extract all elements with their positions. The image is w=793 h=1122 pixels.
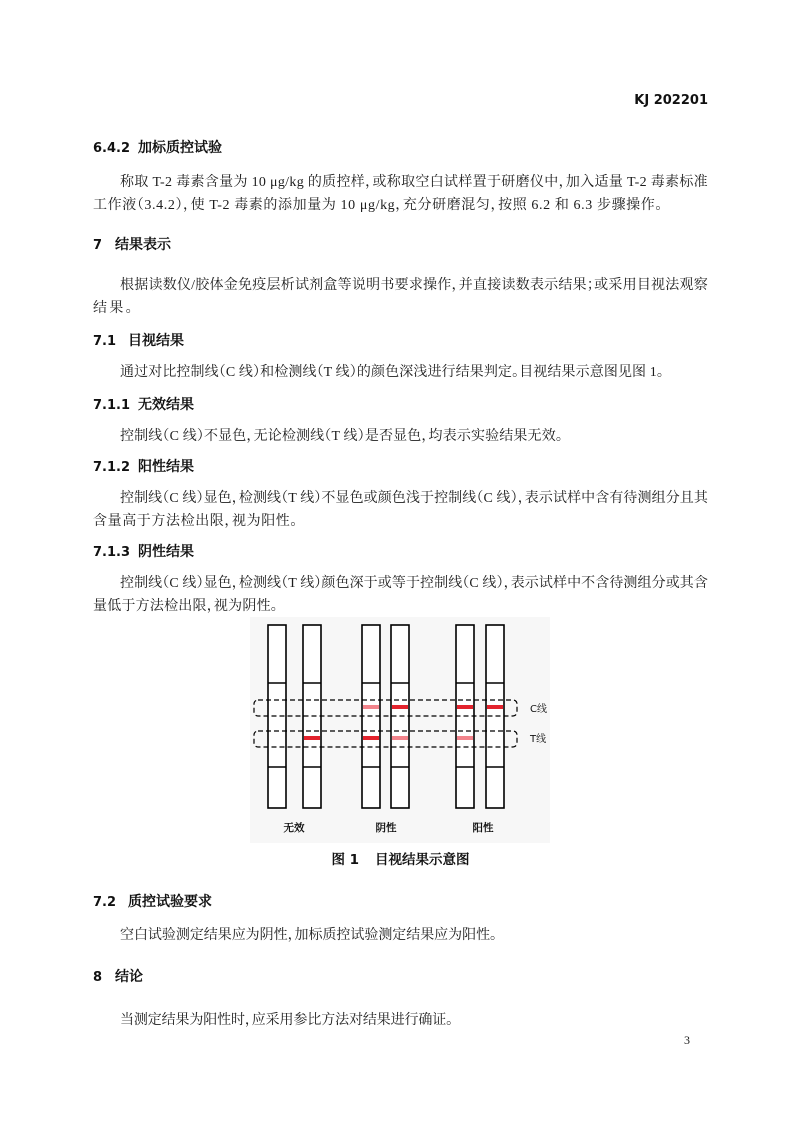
section-heading-7 [93,234,413,257]
paragraph-line: 工作液（3.4.2），使 T-2 毒素的添加量为 10 μg/kg，充分研磨混匀，按照 6.2 和 6.3 步骤操作。 [93,197,663,213]
paragraph-line: 通过对比控制线（C 线）和检测线（T 线）的颜色深浅进行结果判定。目视结果示意图见图 1。 [120,364,664,380]
section-heading-8 [93,966,413,989]
section-heading-7-1-2 [93,456,413,479]
section-heading-7-1-3 [93,541,413,564]
section-number: 7.1.1 [93,397,131,413]
paragraph-line: 控制线（C 线）显色，检测线（T 线）颜色深于或等于控制线（C 线），表示试样中不含待测组分或其含 [120,575,708,591]
section-number: 7 [93,237,103,253]
c-line-mark [363,705,379,709]
c-line-mark [392,705,408,709]
section-title: 结果表示 [115,236,171,253]
page-number: 3 [684,1033,690,1047]
figure-caption [93,849,708,872]
figure-number: 图 1 [331,851,360,868]
t-line-label: T线 [530,734,547,745]
c-line-label: C线 [530,704,547,715]
document-code: KJ 202201 [634,92,708,108]
paragraph-line: 结果。 [93,300,135,316]
section-number: 8 [93,969,103,985]
paragraph-line: 含量高于方法检出限，视为阳性。 [93,513,298,529]
group-label-negative: 阴性 [375,822,397,834]
paragraph-line: 控制线（C 线）不显色，无论检测线（T 线）是否显色，均表示实验结果无效。 [120,428,563,444]
section-title: 质控试验要求 [128,893,212,910]
t-line-mark [392,736,408,740]
paragraph-line: 空白试验测定结果应为阴性，加标质控试验测定结果应为阳性。 [120,927,497,943]
paragraph-line: 当测定结果为阳性时，应采用参比方法对结果进行确证。 [120,1012,453,1028]
section-heading-7-1-1 [93,394,413,417]
section-title: 加标质控试验 [138,139,222,156]
section-number: 7.1.3 [93,544,131,560]
section-heading-7-2 [93,891,413,914]
section-title: 结论 [115,968,143,985]
section-number: 7.1.2 [93,459,131,475]
figure-title: 目视结果示意图 [375,851,470,868]
paragraph-line: 称取 T-2 毒素含量为 10 μg/kg 的质控样，或称取空白试样置于研磨仪中，加入适量 T-2 毒素标准 [120,174,708,190]
t-line-mark [304,736,320,740]
section-heading-7-1 [93,330,413,353]
t-line-mark [363,736,379,740]
c-line-mark [487,705,503,709]
section-title: 阳性结果 [138,458,194,475]
section-heading-6-4-2 [93,137,413,160]
group-label-positive: 阳性 [472,822,494,834]
section-title: 阴性结果 [138,543,194,560]
group-label-invalid: 无效 [283,822,305,834]
paragraph-line: 根据读数仪/胶体金免疫层析试剂盒等说明书要求操作，并直接读数表示结果；或采用目视法观察 [120,277,708,293]
t-line-mark [457,736,473,740]
section-number: 6.4.2 [93,140,131,156]
paragraph-line: 控制线（C 线）显色，检测线（T 线）不显色或颜色浅于控制线（C 线），表示试样中含有待测组分且其 [120,490,708,506]
c-line-mark [457,705,473,709]
section-number: 7.2 [93,894,117,910]
paragraph-line: 量低于方法检出限，视为阴性。 [93,598,278,614]
section-number: 7.1 [93,333,117,349]
figure-1-diagram [250,617,550,843]
section-title: 无效结果 [138,396,194,413]
section-title: 目视结果 [128,332,184,349]
